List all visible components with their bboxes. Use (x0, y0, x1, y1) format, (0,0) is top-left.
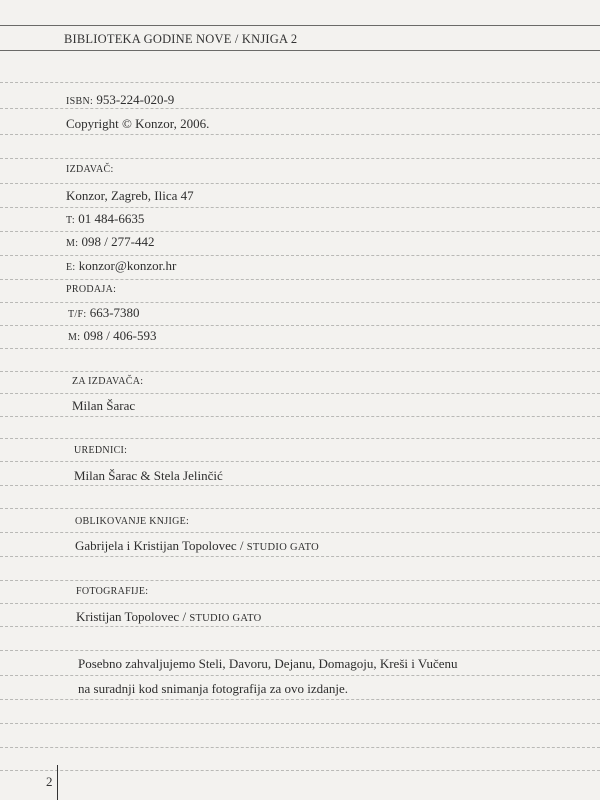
series-header: BIBLIOTEKA GODINE NOVE / KNJIGA 2 (64, 32, 298, 46)
photos-studio: STUDIO GATO (189, 613, 262, 624)
publisher-phone-line (66, 211, 144, 227)
editors-label: UREDNICI: (74, 445, 128, 456)
ruled-line (0, 183, 600, 184)
for-publisher-name: Milan Šarac (72, 398, 136, 413)
ruled-line (0, 603, 600, 604)
mobile-label: M: (66, 238, 79, 249)
publisher-mobile: 098 / 277-442 (81, 234, 155, 249)
sales-mobile-label: M: (68, 332, 81, 343)
publisher-mobile-line (66, 234, 154, 250)
ruled-line (0, 207, 600, 208)
ruled-line (0, 82, 600, 83)
isbn-label: ISBN: (66, 96, 94, 107)
ruled-line (0, 371, 600, 372)
thanks-line-2: na suradnji kod snimanja fotografija za ovo izdanje. (78, 681, 349, 696)
design-line (75, 538, 319, 554)
publisher-email-line (66, 258, 176, 274)
thanks-line-1: Posebno zahvaljujemo Steli, Davoru, Dejanu, Domagoju, Kreši i Vučenu (78, 656, 458, 671)
ruled-line (0, 438, 600, 439)
ruled-line (0, 532, 600, 533)
ruled-line (0, 556, 600, 557)
ruled-line (0, 279, 600, 280)
publisher-email: konzor@konzor.hr (78, 258, 177, 273)
photos-line (76, 609, 262, 625)
ruled-line (0, 675, 600, 676)
for-publisher-label: ZA IZDAVAČA: (72, 376, 144, 387)
ruled-line (0, 134, 600, 135)
ruled-line (0, 416, 600, 417)
editors-names: Milan Šarac & Stela Jelinčić (74, 468, 223, 483)
page-number: 2 (46, 774, 53, 789)
phone-label: T: (66, 215, 75, 226)
ruled-line (0, 723, 600, 724)
ruled-line (0, 393, 600, 394)
sales-mobile: 098 / 406-593 (83, 328, 157, 343)
design-names: Gabrijela i Kristijan Topolovec / (75, 538, 244, 553)
sales-tf-line (68, 305, 140, 321)
design-label: OBLIKOVANJE KNJIGE: (75, 516, 190, 527)
sales-tf: 663-7380 (89, 305, 140, 320)
copyright-line: Copyright © Konzor, 2006. (66, 116, 210, 131)
ruled-line (0, 302, 600, 303)
ruled-line (0, 485, 600, 486)
publisher-address: Konzor, Zagreb, Ilica 47 (66, 188, 194, 203)
top-rule (0, 25, 600, 26)
ruled-line (0, 158, 600, 159)
ruled-line (0, 747, 600, 748)
sales-label: PRODAJA: (66, 284, 117, 295)
publisher-phone: 01 484-6635 (78, 211, 145, 226)
ruled-line (0, 699, 600, 700)
ruled-line (0, 108, 600, 109)
publisher-label: IZDAVAČ: (66, 164, 114, 175)
email-label: E: (66, 262, 76, 273)
ruled-line (0, 325, 600, 326)
ruled-line (0, 650, 600, 651)
ruled-line (0, 255, 600, 256)
photos-names: Kristijan Topolovec / (76, 609, 187, 624)
ruled-line (0, 508, 600, 509)
isbn-line (66, 92, 174, 108)
ruled-line (0, 770, 600, 771)
photos-label: FOTOGRAFIJE: (76, 586, 149, 597)
ruled-line (0, 461, 600, 462)
ruled-line (0, 348, 600, 349)
sales-mobile-line (68, 328, 156, 344)
margin-line (57, 765, 58, 800)
ruled-line (0, 231, 600, 232)
isbn-value: 953-224-020-9 (96, 92, 175, 107)
ruled-line (0, 626, 600, 627)
design-studio: STUDIO GATO (246, 542, 320, 553)
header-rule (0, 50, 600, 51)
tf-label: T/F: (68, 309, 87, 320)
ruled-line (0, 580, 600, 581)
